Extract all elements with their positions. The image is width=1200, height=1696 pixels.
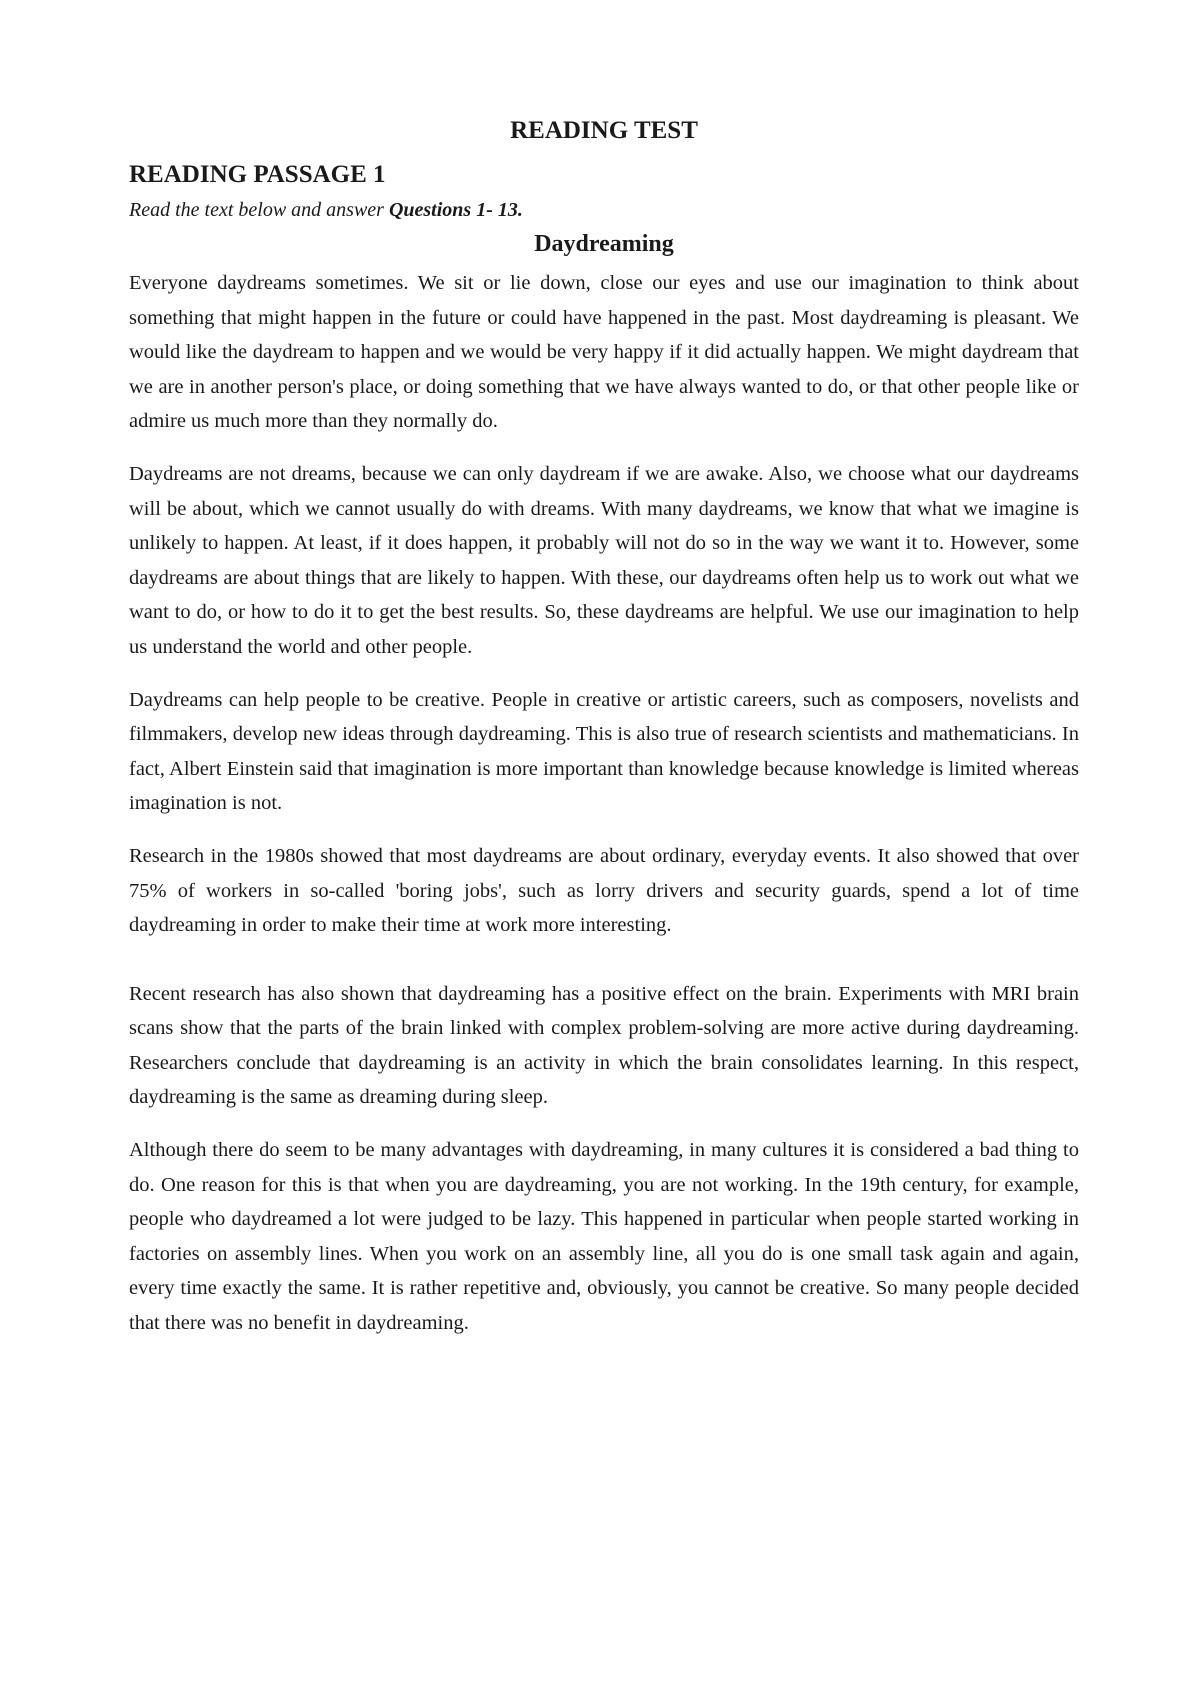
instruction-line xyxy=(129,196,1079,224)
article-title: Daydreaming xyxy=(534,231,674,257)
document-page xyxy=(129,112,1079,1359)
paragraph-1: Everyone daydreams sometimes. We sit or lie down, close our eyes and use our imagination to think about something that might happen in the future or could have happened in the past. Most daydreaming is pleasant. We would like the daydream to happen and we would be very happy if it did actually happen. We might daydream that we are in another person's place, or doing something that we have always wanted to do, or that other people like or admire us much more than they normally do. xyxy=(129,272,1079,433)
paragraph-3: Daydreams can help people to be creative. People in creative or artistic careers, such as composers, novelists and filmmakers, develop new ideas through daydreaming. This is also true of research scientists and mathematicians. In fact, Albert Einstein said that imagination is more important than knowledge because knowledge is limited whereas imagination is not. xyxy=(129,688,1079,815)
paragraph-5: Recent research has also shown that daydreaming has a positive effect on the brain. Experiments with MRI brain scans show that the parts of the brain linked with complex problem-solving are more active during daydreaming. Researchers conclude that daydreaming is an activity in which the brain consolidates learning. In this respect, daydreaming is the same as dreaming during sleep. xyxy=(129,982,1079,1109)
paragraph-2: Daydreams are not dreams, because we can only daydream if we are awake. Also, we choose what our daydreams will be about, which we cannot usually do with dreams. With many daydreams, we know that what we imagine is unlikely to happen. At least, if it does happen, it probably will not do so in the way we want it to. However, some daydreams are about things that are likely to happen. With these, our daydreams often help us to work out what we want to do, or how to do it to get the best results. So, these daydreams are helpful. We use our imagination to help us understand the world and other people. xyxy=(129,462,1079,658)
passage-heading: READING PASSAGE 1 xyxy=(129,161,386,188)
paragraph-4: Research in the 1980s showed that most daydreams are about ordinary, everyday events. It also showed that over 75% of workers in so-called 'boring jobs', such as lorry drivers and security guards, spend a lot of time daydreaming in order to make their time at work more interesting. xyxy=(129,844,1079,937)
paragraph-6: Although there do seem to be many advantages with daydreaming, in many cultures it is considered a bad thing to do. One reason for this is that when you are daydreaming, you are not working. In the 19th century, for example, people who daydreamed a lot were judged to be lazy. This happened in particular when people started working in factories on assembly lines. When you work on an assembly line, all you do is one small task again and again, every time exactly the same. It is rather repetitive and, obviously, you cannot be creative. So many people decided that there was no benefit in daydreaming. xyxy=(129,1139,1079,1335)
questions-reference: Questions 1- 13. xyxy=(388,199,523,221)
document-title: READING TEST xyxy=(510,117,698,144)
instruction-text: Read the text below and answer xyxy=(129,199,389,221)
